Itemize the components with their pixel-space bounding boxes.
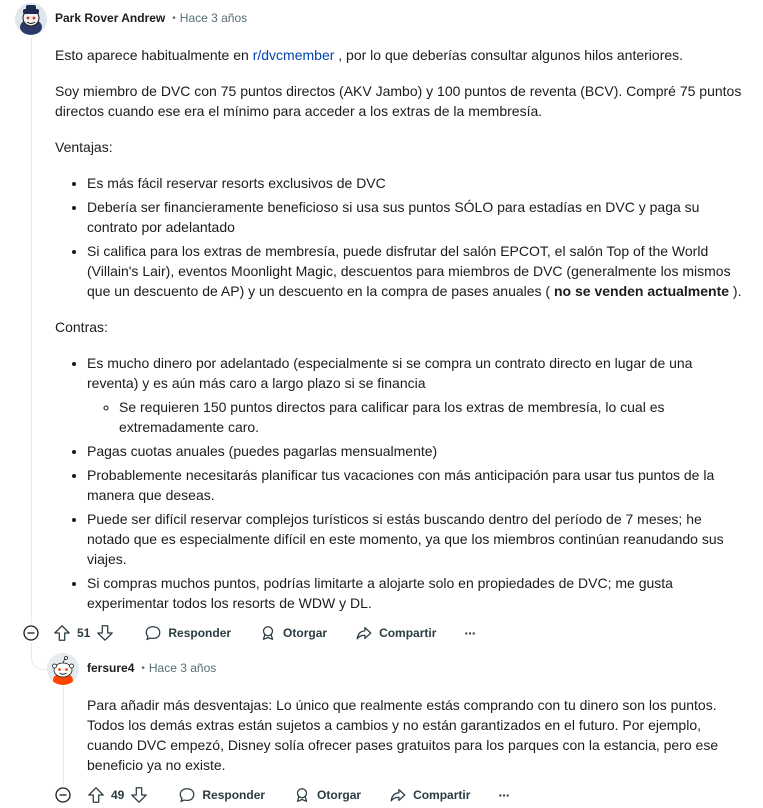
sub-list-item: ◦ Se requieren 150 puntos directos para calificar para los extras de membresía, lo cual es extremadamente caro.	[119, 397, 745, 437]
list-item	[87, 241, 745, 301]
cons-heading: Contras:	[55, 319, 108, 335]
list-item: • Es más fácil reservar resorts exclusivos de DVC	[87, 173, 745, 193]
downvote-icon[interactable]	[130, 786, 148, 804]
timestamp[interactable]: Hace 3 años	[179, 11, 248, 25]
cons-list	[55, 353, 745, 613]
award-icon	[293, 786, 311, 804]
list-item	[87, 353, 745, 437]
paragraph	[55, 45, 745, 65]
reply-button[interactable]	[144, 624, 231, 642]
paragraph: Soy miembro de DVC con 75 puntos directos (AKV Jambo) y 100 puntos de reventa (BCV). Compré 75 puntos directos cuando ese era el mínimo para acceder a los extras de la membresía.	[55, 83, 742, 119]
reply-label: Responder	[168, 626, 232, 640]
collapse-button[interactable]	[55, 787, 71, 808]
paragraph: Para añadir más desventajas: Lo único que realmente estás comprando con tu dinero son los puntos. Todos los demás extras están sujetos a cambios y no están garantizados en el futuro. Por ejemplo, cuando DVC empezó, Disney solía ofrecer pases gratuitos para los parques con la estancia, pero ese beneficio ya no existe.	[87, 697, 719, 773]
reply-button[interactable]	[178, 786, 265, 804]
award-button[interactable]	[259, 624, 327, 642]
bold-text: no se venden actualmente	[553, 283, 730, 299]
reply-label: Responder	[202, 788, 266, 802]
comment-meta	[55, 11, 247, 25]
comment-icon	[178, 786, 196, 804]
avatar[interactable]	[47, 653, 79, 685]
upvote-icon[interactable]	[53, 624, 71, 642]
meta-separator: •	[141, 662, 145, 674]
award-icon	[259, 624, 277, 642]
comment-body	[55, 45, 745, 629]
paragraph-text: , por lo que deberías consultar algunos hilos anteriores.	[334, 47, 684, 63]
vote-group	[87, 786, 148, 804]
share-icon	[389, 786, 407, 804]
avatar[interactable]	[15, 3, 47, 35]
timestamp[interactable]: Hace 3 años	[148, 661, 217, 675]
collapse-icon	[55, 787, 71, 803]
thread-line-main	[31, 38, 32, 623]
share-button[interactable]	[389, 786, 470, 804]
comment-body	[87, 695, 747, 775]
comment-icon	[144, 624, 162, 642]
list-item-text: Es mucho dinero por adelantado (especialmente si se compra un contrato directo en lugar de una reventa) y es aún más caro a largo plazo si se financia	[87, 355, 693, 391]
pros-heading: Ventajas:	[55, 139, 113, 155]
more-options-icon: ···	[498, 787, 510, 803]
share-label: Compartir	[413, 788, 471, 802]
vote-group	[53, 624, 114, 642]
author-name[interactable]: fersure4	[87, 661, 135, 675]
list-item-text: ).	[729, 283, 742, 299]
upvote-icon[interactable]	[87, 786, 105, 804]
vote-count: 49	[111, 788, 125, 802]
comment-meta	[87, 661, 216, 675]
list-item: • Pagas cuotas anuales (puedes pagarlas mensualmente)	[87, 441, 745, 461]
list-item: • Debería ser financieramente beneficioso si usa sus puntos SÓLO para estadías en DVC y paga su contrato por adelantado	[87, 197, 745, 237]
award-button[interactable]	[293, 786, 361, 804]
author-name[interactable]: Park Rover Andrew	[55, 11, 166, 25]
vote-count: 51	[77, 626, 91, 640]
share-label: Compartir	[379, 626, 437, 640]
list-item-text: Si califica para los extras de membresía, puede disfrutar del salón EPCOT, el salón Top of the World (Villain's Lair), eventos Moonlight Magic, descuentos para miembros de DVC (generalmente los mismos que un descuento de AP) y un descuento en la compra de pases anuales (	[87, 243, 731, 299]
more-options-button[interactable]	[464, 625, 475, 641]
downvote-icon[interactable]	[96, 624, 114, 642]
comment-actions	[53, 624, 503, 642]
pros-list	[55, 173, 745, 301]
collapse-icon	[23, 625, 39, 641]
paragraph-text: Esto aparece habitualmente en	[55, 47, 253, 63]
list-item: • Probablemente necesitarás planificar tus vacaciones con más anticipación para usar tus puntos de la manera que deseas.	[87, 465, 745, 505]
list-item: • Puede ser difícil reservar complejos turísticos si estás buscando dentro del período de 7 meses; he notado que es especialmente difícil en este momento, ya que los miembros continúan reanudando sus viajes.	[87, 509, 745, 569]
list-item: • Si compras muchos puntos, podrías limitarte a alojarte solo en propiedades de DVC; me gusta experimentar todos los resorts de WDW y DL.	[87, 573, 745, 613]
subreddit-link[interactable]: r/dvcmember	[252, 47, 335, 63]
share-icon	[355, 624, 373, 642]
meta-separator: •	[172, 12, 176, 24]
award-label: Otorgar	[317, 788, 362, 802]
collapse-button[interactable]	[23, 625, 39, 646]
share-button[interactable]	[355, 624, 436, 642]
comment-actions	[87, 786, 537, 804]
more-options-icon: ···	[464, 625, 476, 641]
award-label: Otorgar	[283, 626, 328, 640]
more-options-button[interactable]	[498, 787, 509, 803]
thread-line-reply	[63, 686, 64, 786]
sub-list	[87, 397, 745, 437]
